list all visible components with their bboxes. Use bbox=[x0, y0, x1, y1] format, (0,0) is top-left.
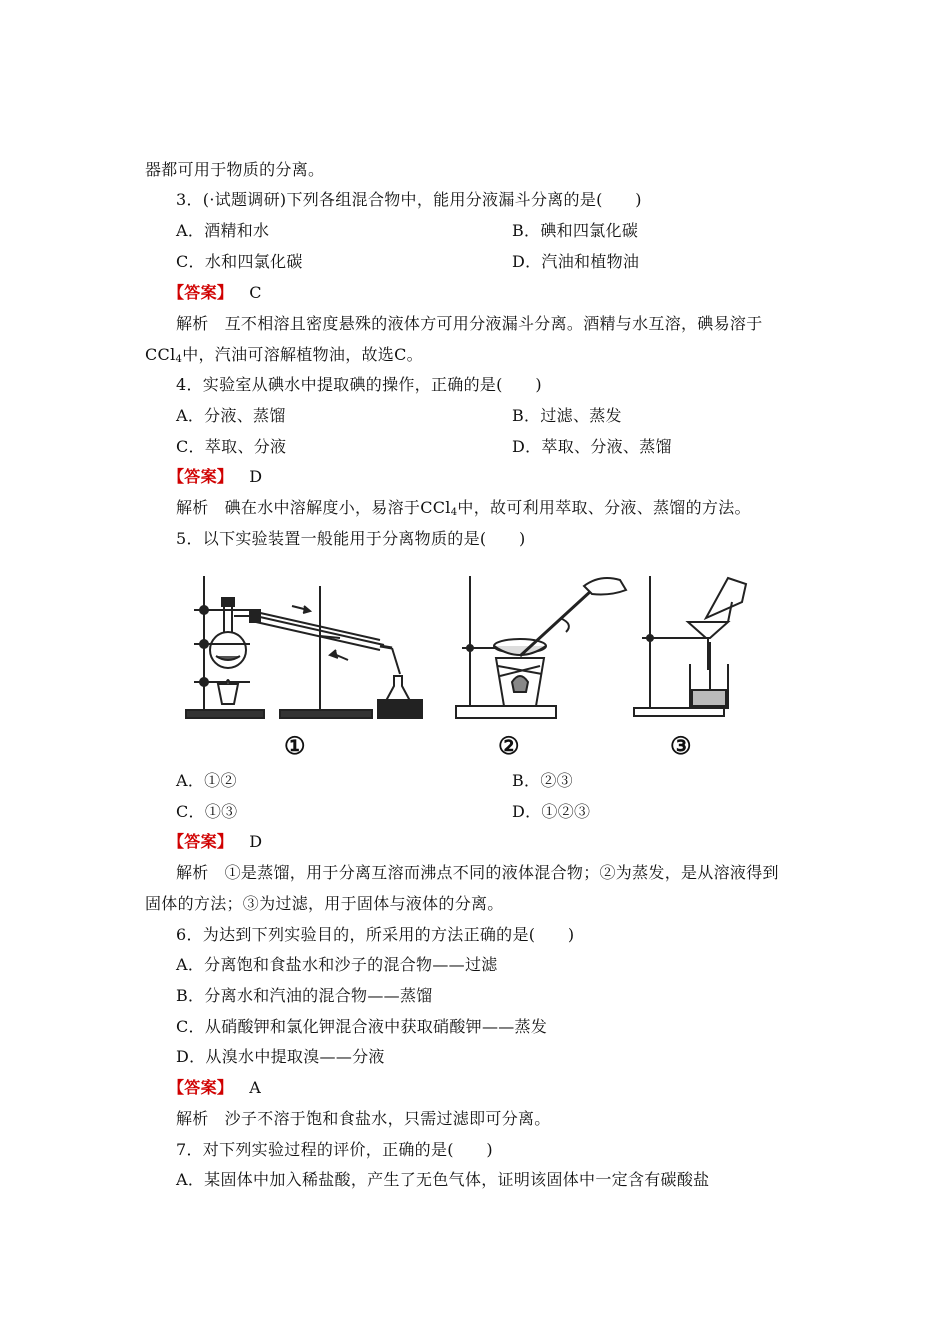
answer-tag: 【答案】 bbox=[168, 1078, 234, 1097]
q4-answer bbox=[168, 467, 262, 487]
q3-analysis-line-1 bbox=[176, 314, 763, 334]
q6-answer bbox=[168, 1078, 261, 1098]
q5-option-b: B．②③ bbox=[512, 771, 573, 790]
q5-option-c: C．①③ bbox=[176, 802, 238, 821]
answer-tag: 【答案】 bbox=[168, 832, 234, 851]
evaporation-apparatus-image bbox=[456, 576, 626, 718]
q4-option-a: A．分液、蒸馏 bbox=[176, 406, 286, 425]
q6-analysis bbox=[176, 1109, 551, 1129]
analysis-text: 沙子不溶于饱和食盐水，只需过滤即可分离。 bbox=[224, 1109, 551, 1128]
question-5-stem: 5．以下实验装置一般能用于分离物质的是( ) bbox=[176, 529, 526, 548]
answer-value: A bbox=[249, 1078, 262, 1097]
analysis-text: 中，汽油可溶解植物油，故选C。 bbox=[182, 345, 423, 364]
q7-option-a: A．某固体中加入稀盐酸，产生了无色气体，证明该固体中一定含有碳酸盐 bbox=[176, 1170, 710, 1189]
q6-option-a: A．分离饱和食盐水和沙子的混合物——过滤 bbox=[176, 955, 498, 974]
q3-answer bbox=[168, 283, 262, 303]
figure-label-2: ② bbox=[498, 731, 520, 760]
q4-option-c: C．萃取、分液 bbox=[176, 437, 287, 456]
analysis-label: 解析 bbox=[176, 863, 209, 882]
analysis-label: 解析 bbox=[176, 1109, 209, 1128]
distillation-apparatus-image bbox=[186, 576, 422, 718]
answer-value: C bbox=[249, 283, 262, 302]
formula-subscript: 4 bbox=[450, 507, 458, 518]
q5-analysis-line-2: 固体的方法；③为过滤，用于固体与液体的分离。 bbox=[145, 894, 504, 913]
q5-option-d: D．①②③ bbox=[512, 802, 591, 821]
q3-option-a: A．酒精和水 bbox=[176, 221, 270, 240]
question-6-stem: 6．为达到下列实验目的，所采用的方法正确的是( ) bbox=[176, 925, 575, 944]
analysis-text: 互不相溶且密度悬殊的液体方可用分液漏斗分离。酒精与水互溶，碘易溶于 bbox=[224, 314, 763, 333]
analysis-text: 碘在水中溶解度小，易溶于CCl bbox=[224, 498, 451, 517]
q4-option-b: B．过滤、蒸发 bbox=[512, 406, 622, 425]
q5-answer bbox=[168, 832, 262, 852]
q3-option-b: B．碘和四氯化碳 bbox=[512, 221, 639, 240]
q5-analysis-line-1 bbox=[176, 863, 779, 883]
q6-option-b: B．分离水和汽油的混合物——蒸馏 bbox=[176, 986, 433, 1005]
q5-option-a: A．①② bbox=[176, 771, 237, 790]
answer-value: D bbox=[249, 467, 263, 486]
question-7-stem: 7．对下列实验过程的评价，正确的是( ) bbox=[176, 1140, 493, 1159]
formula-text: CCl bbox=[145, 345, 176, 364]
analysis-text: ①是蒸馏，用于分离互溶而沸点不同的液体混合物；②为蒸发，是从溶液得到 bbox=[224, 863, 779, 882]
apparatus-figures bbox=[180, 566, 760, 766]
q3-option-d: D．汽油和植物油 bbox=[512, 252, 640, 271]
answer-tag: 【答案】 bbox=[168, 283, 234, 302]
q4-analysis bbox=[176, 498, 751, 523]
paragraph-tail: 器都可用于物质的分离。 bbox=[145, 160, 325, 179]
analysis-label: 解析 bbox=[176, 498, 209, 517]
q3-analysis-line-2 bbox=[145, 345, 423, 370]
question-3-stem: 3．(·试题调研)下列各组混合物中，能用分液漏斗分离的是( ) bbox=[176, 190, 642, 209]
formula-subscript: 4 bbox=[175, 354, 183, 365]
figure-label-1: ① bbox=[284, 731, 306, 760]
q4-option-d: D．萃取、分液、蒸馏 bbox=[512, 437, 672, 456]
question-4-stem: 4．实验室从碘水中提取碘的操作，正确的是( ) bbox=[176, 375, 542, 394]
q6-option-d: D．从溴水中提取溴——分液 bbox=[176, 1047, 385, 1066]
analysis-label: 解析 bbox=[176, 314, 209, 333]
analysis-text: 中，故可利用萃取、分液、蒸馏的方法。 bbox=[457, 498, 751, 517]
filtration-apparatus-image bbox=[634, 576, 746, 716]
q3-option-c: C．水和四氯化碳 bbox=[176, 252, 303, 271]
q6-option-c: C．从硝酸钾和氯化钾混合液中获取硝酸钾——蒸发 bbox=[176, 1017, 548, 1036]
figure-label-3: ③ bbox=[670, 731, 692, 760]
answer-tag: 【答案】 bbox=[168, 467, 234, 486]
answer-value: D bbox=[249, 832, 263, 851]
